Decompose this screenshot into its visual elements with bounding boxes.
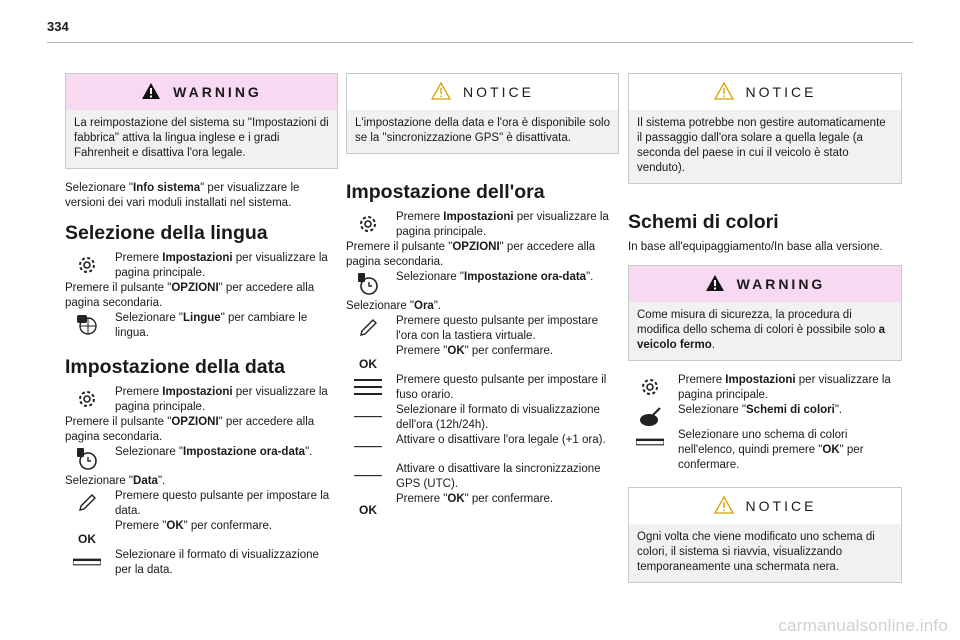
list-icon bbox=[354, 373, 382, 401]
settings-gear-icon bbox=[636, 373, 664, 401]
warning-box bbox=[628, 265, 902, 361]
step-settings: Premere Impostazioni per visualizzare la pagina principale. bbox=[65, 385, 338, 415]
language-heading: Selezione della lingua bbox=[65, 222, 268, 244]
notice-box bbox=[628, 487, 902, 583]
step-time-format: Selezionare il formato di visualizzazione dell'ora (12h/24h). bbox=[346, 403, 619, 433]
color-scheme-heading: Schemi di colori bbox=[628, 211, 779, 233]
step-gps-sync: Attivare o disattivare la sincronizzazione GPS (UTC). bbox=[346, 462, 619, 492]
warning-text: Come misura di sicurezza, la procedura di modifica dello schema di colori è possibile solo a veicolo fermo. bbox=[629, 302, 901, 360]
step-time: Selezionare "Ora". bbox=[346, 300, 442, 312]
toggle-line-icon bbox=[354, 462, 382, 490]
step-select-scheme: Selezionare uno schema di colori nell'elenco, quindi premere "OK" per confermare. bbox=[628, 428, 902, 473]
step-confirm: OK Premere "OK" per confermare. bbox=[346, 344, 619, 359]
notice-text: Il sistema potrebbe non gestire automaticamente il passaggio dall'ora solare a quella legale (a seconda del paese in cui il veicolo è stato venduto). bbox=[629, 110, 901, 183]
step-date: Selezionare "Data". bbox=[65, 475, 166, 487]
clock-icon bbox=[73, 445, 101, 473]
watermark: carmanualsonline.info bbox=[778, 616, 948, 635]
format-line-icon bbox=[354, 403, 382, 431]
step-options: Premere il pulsante "OPZIONI" per accedere alla pagina secondaria. bbox=[65, 416, 315, 443]
notice-title: NOTICE bbox=[463, 84, 534, 100]
header-rule bbox=[47, 42, 913, 43]
language-icon bbox=[73, 311, 101, 339]
format-bar-icon bbox=[636, 428, 664, 456]
notice-triangle-icon bbox=[714, 496, 734, 517]
clock-icon bbox=[354, 270, 382, 298]
step-timezone: Premere questo pulsante per impostare il fuso orario. bbox=[346, 373, 619, 403]
notice-triangle-icon bbox=[714, 82, 734, 103]
column-3 bbox=[628, 73, 902, 595]
notice-text: Ogni volta che viene modificato uno schema di colori, il sistema si riavvia, visualizzando temporaneamente una schermata nera. bbox=[629, 524, 901, 582]
scheme-intro: In base all'equipaggiamento/In base alla versione. bbox=[628, 241, 883, 253]
warning-title: WARNING bbox=[736, 276, 826, 292]
column-1 bbox=[65, 73, 338, 578]
step-options: Premere il pulsante "OPZIONI" per accedere alla pagina secondaria. bbox=[65, 282, 315, 309]
notice-title: NOTICE bbox=[745, 84, 817, 100]
date-heading: Impostazione della data bbox=[65, 356, 285, 378]
step-confirm: OK Premere "OK" per confermare. bbox=[65, 519, 338, 534]
notice-text: L'impostazione della data e l'ora è disponibile solo se la "sincronizzazione GPS" è disattivata. bbox=[347, 110, 618, 153]
notice-box bbox=[628, 73, 902, 184]
page-number: 334 bbox=[47, 19, 69, 34]
settings-gear-icon bbox=[73, 251, 101, 279]
step-date-format: Selezionare il formato di visualizzazione per la data. bbox=[65, 548, 338, 578]
step-set-time: Premere questo pulsante per impostare l'ora con la tastiera virtuale. bbox=[346, 314, 619, 344]
pencil-icon bbox=[73, 489, 101, 517]
warning-triangle-icon bbox=[141, 82, 161, 103]
format-bar-icon bbox=[73, 548, 101, 576]
step-languages: Selezionare "Lingue" per cambiare le lingua. bbox=[65, 311, 338, 341]
step-time-date: Selezionare "Impostazione ora-data". bbox=[346, 270, 619, 285]
toggle-line-icon bbox=[354, 433, 382, 461]
time-heading: Impostazione dell'ora bbox=[346, 181, 545, 203]
warning-text: La reimpostazione del sistema su "Impostazioni di fabbrica" attiva la lingua inglese e i gradi Fahrenheit e disattiva l'ora legale. bbox=[66, 110, 337, 168]
step-time-date: Selezionare "Impostazione ora-data". bbox=[65, 445, 338, 460]
warning-triangle-icon bbox=[705, 274, 725, 295]
step-daylight: Attivare o disattivare l'ora legale (+1 ora). bbox=[346, 433, 619, 448]
warning-title: WARNING bbox=[173, 84, 262, 100]
column-2 bbox=[346, 73, 619, 517]
notice-box bbox=[346, 73, 619, 154]
warning-box bbox=[65, 73, 338, 169]
notice-triangle-icon bbox=[431, 82, 451, 103]
step-color-schemes: Selezionare "Schemi di colori". bbox=[628, 403, 902, 418]
pencil-icon bbox=[354, 314, 382, 342]
settings-gear-icon bbox=[73, 385, 101, 413]
ok-icon: OK bbox=[78, 531, 96, 546]
ok-icon: OK bbox=[359, 356, 377, 371]
notice-title: NOTICE bbox=[745, 498, 817, 514]
settings-gear-icon bbox=[354, 210, 382, 238]
step-settings: Premere Impostazioni per visualizzare la pagina principale. bbox=[65, 251, 338, 281]
info-system-paragraph: Selezionare "Info sistema" per visualizzare le versioni dei vari moduli installati nel sistema. bbox=[65, 182, 300, 209]
ok-icon: OK bbox=[359, 502, 377, 517]
step-settings: Premere Impostazioni per visualizzare la pagina principale. bbox=[346, 210, 619, 240]
step-confirm: OK Premere "OK" per confermare. bbox=[346, 492, 619, 507]
step-settings: Premere Impostazioni per visualizzare la pagina principale. bbox=[628, 373, 902, 403]
step-set-date: Premere questo pulsante per impostare la data. bbox=[65, 489, 338, 519]
step-options: Premere il pulsante "OPZIONI" per accedere alla pagina secondaria. bbox=[346, 241, 596, 268]
palette-icon bbox=[636, 403, 664, 431]
